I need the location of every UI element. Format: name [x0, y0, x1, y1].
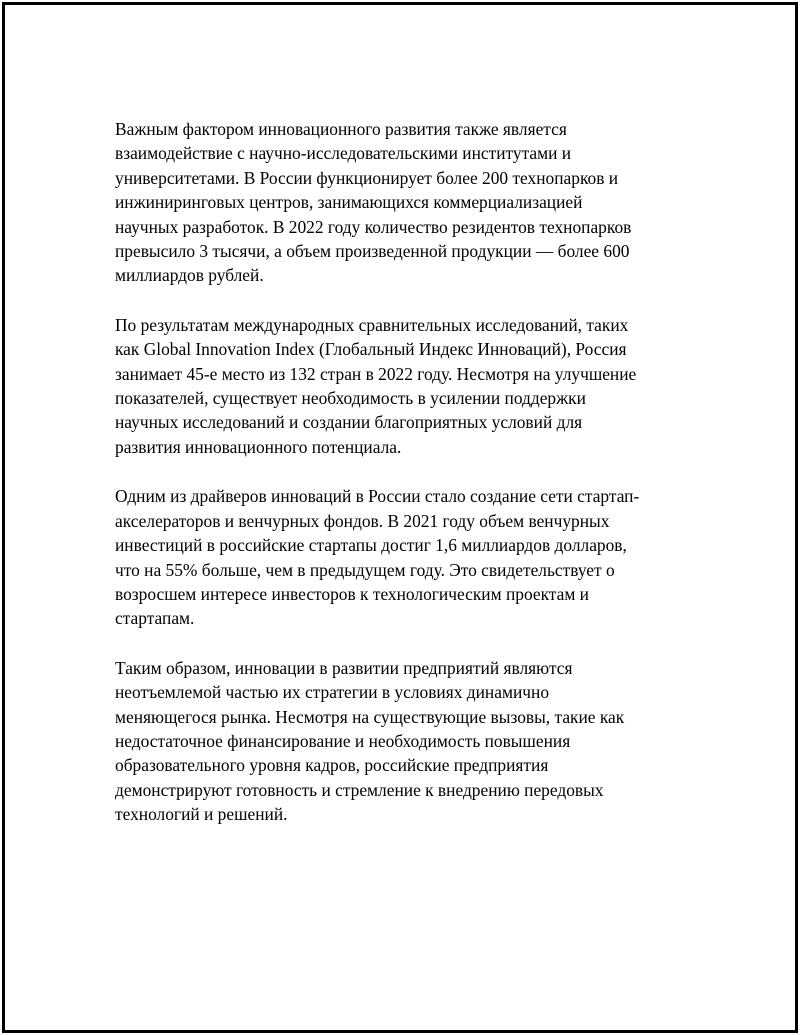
- text-line: как Global Innovation Index (Глобальный Индекс Инноваций), Россия: [115, 339, 627, 360]
- paragraph-conclusion: [115, 656, 685, 827]
- paragraph-global-innovation-index: [115, 313, 685, 459]
- text-line: миллиардов рублей.: [115, 265, 264, 286]
- text-line: инвестиций в российские стартапы достиг 1,6 миллиардов долларов,: [115, 535, 627, 556]
- text-line: Одним из драйверов инноваций в России стало создание сети стартап-: [115, 486, 640, 507]
- text-line: По результатам международных сравнительных исследований, таких: [115, 314, 629, 335]
- paragraph-technoparks: [115, 117, 685, 288]
- text-line: занимает 45-е место из 132 стран в 2022 году. Несмотря на улучшение: [115, 363, 637, 384]
- text-line: меняющегося рынка. Несмотря на существующие вызовы, такие как: [115, 706, 625, 727]
- text-line: взаимодействие с научно-исследовательскими институтами и: [115, 143, 572, 164]
- text-line: инжиниринговых центров, занимающихся коммерциализацией: [115, 192, 583, 213]
- text-line: показателей, существует необходимость в усилении поддержки: [115, 388, 586, 409]
- text-line: образовательного уровня кадров, российские предприятия: [115, 755, 549, 776]
- text-line: что на 55% больше, чем в предыдущем году. Это свидетельствует о: [115, 559, 615, 580]
- text-line: научных разработок. В 2022 году количество резидентов технопарков: [115, 216, 632, 237]
- text-line: акселераторов и венчурных фондов. В 2021 году объем венчурных: [115, 510, 610, 531]
- text-line: научных исследований и создании благоприятных условий для: [115, 412, 583, 433]
- text-line: возросшем интересе инвесторов к технологическим проектам и: [115, 583, 589, 604]
- text-line: Важным фактором инновационного развития также является: [115, 119, 567, 139]
- text-line: университетами. В России функционирует более 200 технопарков и: [115, 167, 619, 188]
- text-line: превысило 3 тысячи, а объем произведенной продукции — более 600: [115, 241, 630, 262]
- text-line: неотъемлемой частью их стратегии в условиях динамично: [115, 682, 550, 703]
- text-line: Таким образом, инновации в развитии предприятий являются: [115, 657, 573, 678]
- text-line: недостаточное финансирование и необходимость повышения: [115, 730, 571, 751]
- text-line: развития инновационного потенциала.: [115, 436, 402, 457]
- text-line: демонстрируют готовность и стремление к внедрению передовых: [115, 779, 604, 800]
- text-line: стартапам.: [115, 608, 195, 629]
- text-line: технологий и решений.: [115, 804, 288, 825]
- document-body: [115, 117, 685, 852]
- paragraph-venture-funds: [115, 484, 685, 630]
